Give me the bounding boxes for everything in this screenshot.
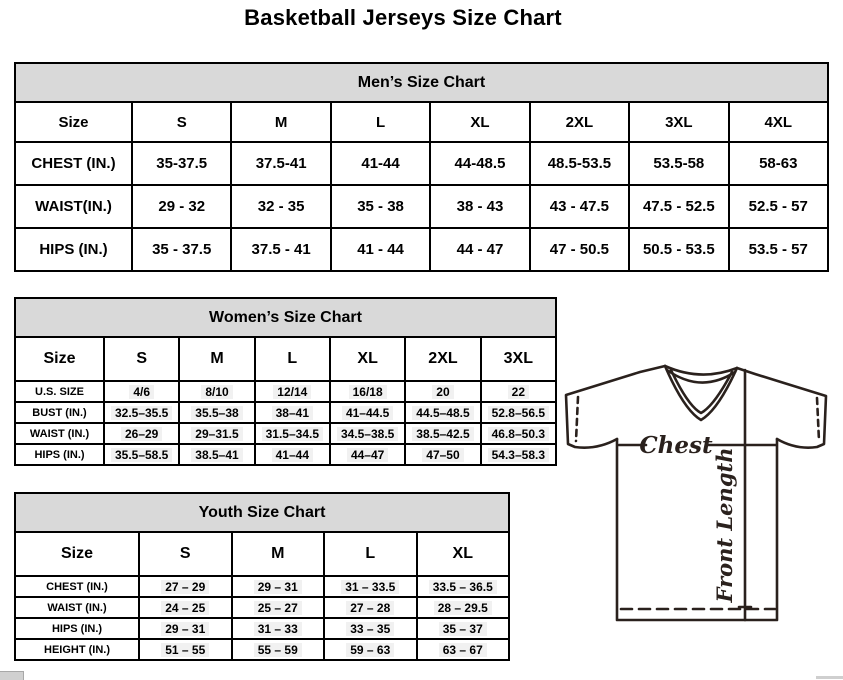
cell-value: 31 – 33 bbox=[254, 622, 302, 636]
value-cell bbox=[405, 444, 480, 465]
cell-value: 47–50 bbox=[422, 448, 463, 462]
row-label-cell: HIPS (IN.) bbox=[15, 444, 104, 465]
cell-value: 46.8–50.3 bbox=[488, 427, 549, 441]
value-cell bbox=[417, 576, 510, 597]
value-cell bbox=[324, 618, 417, 639]
cell-value: 35.5–58.5 bbox=[111, 448, 172, 462]
size-column-header: M bbox=[232, 532, 325, 576]
value-cell bbox=[331, 142, 430, 185]
jersey-measurement-diagram bbox=[555, 357, 843, 631]
cell-value: 4/6 bbox=[129, 385, 154, 399]
cell-value: 27 – 29 bbox=[161, 580, 209, 594]
size-column-header: 2XL bbox=[530, 102, 629, 142]
value-cell bbox=[330, 402, 405, 423]
cell-value: 37.5-41 bbox=[255, 155, 307, 172]
size-column-header: XL bbox=[330, 337, 405, 381]
value-cell bbox=[255, 381, 330, 402]
value-cell bbox=[104, 381, 179, 402]
cell-value: 41-44 bbox=[361, 155, 400, 172]
value-cell bbox=[481, 381, 556, 402]
cell-value: 35-37.5 bbox=[156, 155, 208, 172]
table-row bbox=[15, 597, 509, 618]
value-cell bbox=[132, 228, 231, 271]
mens-size-chart-table bbox=[14, 62, 829, 272]
cell-value: 41 - 44 bbox=[357, 241, 404, 258]
value-cell bbox=[255, 423, 330, 444]
cell-value: 48.5-53.5 bbox=[547, 155, 612, 172]
size-column-header: M bbox=[179, 337, 254, 381]
cell-value: 44-48.5 bbox=[454, 155, 506, 172]
row-label-cell: CHEST (IN.) bbox=[15, 142, 132, 185]
value-cell bbox=[232, 639, 325, 660]
cell-value: 22 bbox=[508, 385, 529, 399]
cell-value: 8/10 bbox=[201, 385, 232, 399]
row-label-cell: HEIGHT (IN.) bbox=[15, 639, 139, 660]
value-cell bbox=[104, 402, 179, 423]
size-header-cell: Size bbox=[15, 102, 132, 142]
value-cell bbox=[132, 185, 231, 228]
cell-value: 20 bbox=[432, 385, 453, 399]
value-cell bbox=[231, 185, 330, 228]
cell-value: 37.5 - 41 bbox=[251, 241, 311, 258]
cell-value: 53.5-58 bbox=[653, 155, 705, 172]
table-row bbox=[15, 639, 509, 660]
row-label-cell: WAIST (IN.) bbox=[15, 423, 104, 444]
cell-value: 16/18 bbox=[349, 385, 387, 399]
right-cuff-dashed-seam bbox=[817, 398, 819, 441]
cell-value: 33.5 – 36.5 bbox=[429, 580, 497, 594]
value-cell bbox=[324, 576, 417, 597]
value-cell bbox=[405, 402, 480, 423]
value-cell bbox=[255, 444, 330, 465]
row-label-cell: WAIST(IN.) bbox=[15, 185, 132, 228]
value-cell bbox=[104, 423, 179, 444]
cell-value: 34.5–38.5 bbox=[337, 427, 398, 441]
value-cell bbox=[729, 185, 828, 228]
front-length-label: Front Length bbox=[712, 447, 737, 603]
value-cell bbox=[179, 381, 254, 402]
value-cell bbox=[104, 444, 179, 465]
cell-value: 54.3–58.3 bbox=[488, 448, 549, 462]
cell-value: 32 - 35 bbox=[257, 198, 305, 215]
size-column-header: 3XL bbox=[481, 337, 556, 381]
value-cell bbox=[232, 576, 325, 597]
value-cell bbox=[430, 185, 529, 228]
cell-value: 44 - 47 bbox=[456, 241, 504, 258]
value-cell bbox=[179, 402, 254, 423]
value-cell bbox=[331, 185, 430, 228]
row-label-cell: HIPS (IN.) bbox=[15, 618, 139, 639]
cell-value: 29–31.5 bbox=[191, 427, 242, 441]
table-row bbox=[15, 142, 828, 185]
size-column-header: 2XL bbox=[405, 337, 480, 381]
value-cell bbox=[481, 444, 556, 465]
cell-value: 43 - 47.5 bbox=[549, 198, 609, 215]
value-cell bbox=[405, 381, 480, 402]
value-cell bbox=[231, 142, 330, 185]
value-cell bbox=[132, 142, 231, 185]
value-cell bbox=[430, 228, 529, 271]
value-cell bbox=[481, 423, 556, 444]
value-cell bbox=[139, 639, 232, 660]
table-row bbox=[15, 402, 556, 423]
jersey-body bbox=[617, 439, 777, 620]
value-cell bbox=[324, 597, 417, 618]
row-label-cell: U.S. SIZE bbox=[15, 381, 104, 402]
table-row bbox=[15, 618, 509, 639]
value-cell bbox=[331, 228, 430, 271]
value-cell bbox=[405, 423, 480, 444]
size-column-header: S bbox=[139, 532, 232, 576]
cell-value: 55 – 59 bbox=[254, 643, 302, 657]
row-label-cell: WAIST (IN.) bbox=[15, 597, 139, 618]
cell-value: 53.5 - 57 bbox=[748, 241, 808, 258]
cell-value: 47.5 - 52.5 bbox=[642, 198, 715, 215]
table-row bbox=[15, 444, 556, 465]
cell-value: 35 - 37.5 bbox=[152, 241, 212, 258]
table-row bbox=[15, 576, 509, 597]
chart-title-bar: Women’s Size Chart bbox=[15, 298, 556, 337]
cell-value: 26–29 bbox=[121, 427, 162, 441]
womens-size-chart-table bbox=[14, 297, 557, 466]
value-cell bbox=[417, 597, 510, 618]
cell-value: 35 – 37 bbox=[439, 622, 487, 636]
chart-title-bar: Men’s Size Chart bbox=[15, 63, 828, 102]
value-cell bbox=[530, 142, 629, 185]
chart-title-bar: Youth Size Chart bbox=[15, 493, 509, 532]
table-row bbox=[15, 228, 828, 271]
cell-value: 38 - 43 bbox=[456, 198, 504, 215]
table-row bbox=[15, 185, 828, 228]
jersey-right-sleeve bbox=[737, 368, 826, 448]
value-cell bbox=[629, 228, 728, 271]
cell-value: 12/14 bbox=[273, 385, 311, 399]
value-cell bbox=[139, 597, 232, 618]
value-cell bbox=[179, 423, 254, 444]
cell-value: 32.5–35.5 bbox=[111, 406, 172, 420]
size-column-header: 3XL bbox=[629, 102, 728, 142]
cell-value: 51 – 55 bbox=[161, 643, 209, 657]
value-cell bbox=[530, 185, 629, 228]
cell-value: 29 – 31 bbox=[161, 622, 209, 636]
size-column-header: L bbox=[324, 532, 417, 576]
row-label-cell: CHEST (IN.) bbox=[15, 576, 139, 597]
cell-value: 38.5–42.5 bbox=[412, 427, 473, 441]
cell-value: 63 – 67 bbox=[439, 643, 487, 657]
value-cell bbox=[729, 142, 828, 185]
value-cell bbox=[629, 142, 728, 185]
cell-value: 38.5–41 bbox=[191, 448, 242, 462]
cell-value: 41–44.5 bbox=[342, 406, 393, 420]
value-cell bbox=[330, 423, 405, 444]
value-cell bbox=[417, 639, 510, 660]
cell-value: 50.5 - 53.5 bbox=[642, 241, 715, 258]
cell-value: 33 – 35 bbox=[346, 622, 394, 636]
value-cell bbox=[629, 185, 728, 228]
cell-value: 24 – 25 bbox=[161, 601, 209, 615]
cell-value: 31.5–34.5 bbox=[262, 427, 323, 441]
cell-value: 29 – 31 bbox=[254, 580, 302, 594]
value-cell bbox=[232, 618, 325, 639]
table-row bbox=[15, 381, 556, 402]
value-cell bbox=[430, 142, 529, 185]
value-cell bbox=[417, 618, 510, 639]
value-cell bbox=[330, 381, 405, 402]
cell-value: 47 - 50.5 bbox=[549, 241, 609, 258]
jersey-collar-arc-1 bbox=[665, 366, 737, 375]
row-label-cell: HIPS (IN.) bbox=[15, 228, 132, 271]
value-cell bbox=[255, 402, 330, 423]
cell-value: 58-63 bbox=[759, 155, 798, 172]
size-column-header: S bbox=[104, 337, 179, 381]
value-cell bbox=[179, 444, 254, 465]
size-column-header: L bbox=[331, 102, 430, 142]
table-row bbox=[15, 423, 556, 444]
cell-value: 52.5 - 57 bbox=[748, 198, 808, 215]
value-cell bbox=[232, 597, 325, 618]
chest-label: Chest bbox=[639, 432, 713, 459]
value-cell bbox=[139, 576, 232, 597]
cell-value: 44–47 bbox=[347, 448, 388, 462]
value-cell bbox=[729, 228, 828, 271]
cell-value: 31 – 33.5 bbox=[341, 580, 399, 594]
cell-value: 25 – 27 bbox=[254, 601, 302, 615]
cell-value: 35.5–38 bbox=[191, 406, 242, 420]
page-title: Basketball Jerseys Size Chart bbox=[244, 5, 562, 30]
size-column-header: XL bbox=[430, 102, 529, 142]
value-cell bbox=[330, 444, 405, 465]
left-cuff-dashed-seam bbox=[576, 397, 578, 441]
cell-value: 44.5–48.5 bbox=[412, 406, 473, 420]
value-cell bbox=[231, 228, 330, 271]
size-column-header: 4XL bbox=[729, 102, 828, 142]
size-column-header: S bbox=[132, 102, 231, 142]
value-cell bbox=[139, 618, 232, 639]
cell-value: 38–41 bbox=[272, 406, 313, 420]
cell-value: 41–44 bbox=[272, 448, 313, 462]
value-cell bbox=[530, 228, 629, 271]
size-column-header: M bbox=[231, 102, 330, 142]
value-cell bbox=[324, 639, 417, 660]
size-header-cell: Size bbox=[15, 337, 104, 381]
value-cell bbox=[481, 402, 556, 423]
cell-value: 52.8–56.5 bbox=[488, 406, 549, 420]
youth-size-chart-table bbox=[14, 492, 510, 661]
jersey-outline-icon bbox=[555, 357, 843, 631]
cell-value: 29 - 32 bbox=[158, 198, 206, 215]
size-column-header: XL bbox=[417, 532, 510, 576]
cell-value: 59 – 63 bbox=[346, 643, 394, 657]
cell-value: 35 - 38 bbox=[357, 198, 404, 215]
row-label-cell: BUST (IN.) bbox=[15, 402, 104, 423]
cell-value: 28 – 29.5 bbox=[434, 601, 492, 615]
cell-value: 27 – 28 bbox=[346, 601, 394, 615]
size-column-header: L bbox=[255, 337, 330, 381]
size-header-cell: Size bbox=[15, 532, 139, 576]
